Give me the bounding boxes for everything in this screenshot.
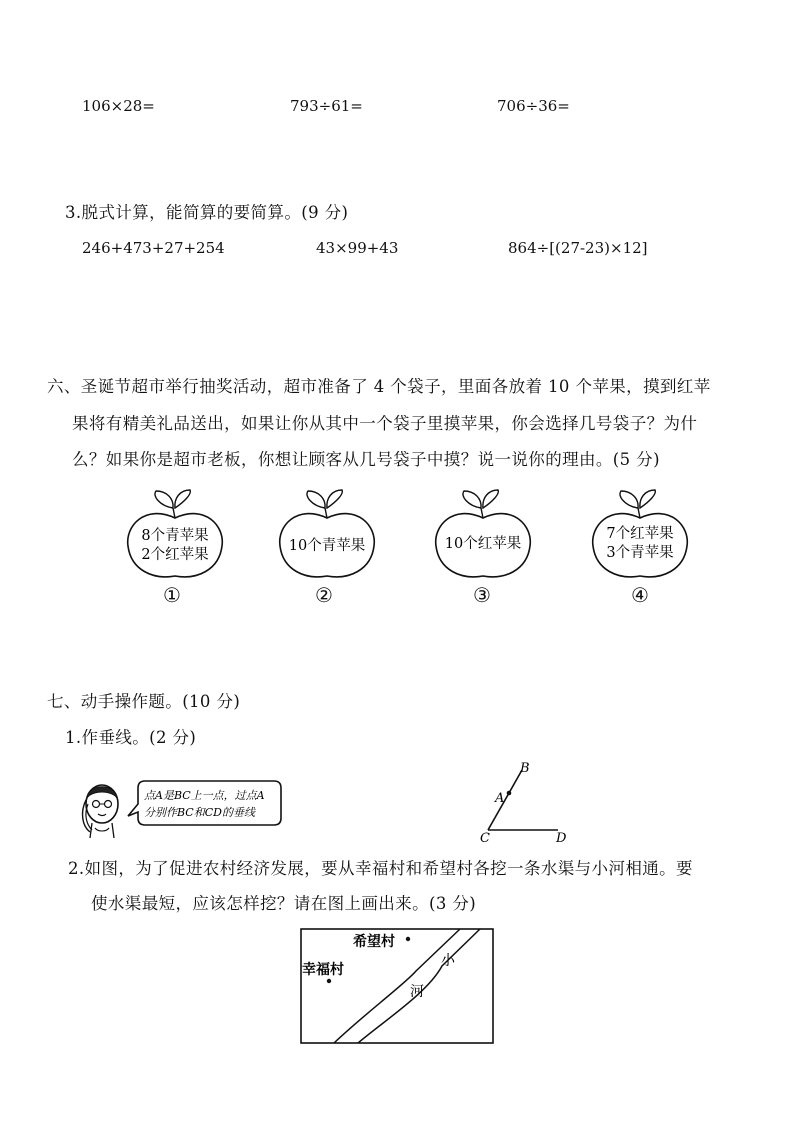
label-b: B [520, 761, 530, 776]
map-border [301, 929, 493, 1043]
river-label-river: 河 [410, 984, 424, 1000]
sec6-line2: 果将有精美礼品送出，如果让你从其中一个袋子里摸苹果，你会选择几号袋子？为什 [72, 414, 698, 433]
apple-bag-1 [128, 490, 223, 577]
bubble-line2: 分别作BC和CD的垂线 [144, 806, 255, 819]
village-happy-dot [327, 979, 331, 983]
calc-706div36: 706÷36= [497, 97, 570, 115]
q2-line2: 使水渠最短，应该怎样挖？请在图上画出来。(3 分) [91, 894, 477, 913]
village-hope-label: 希望村 [353, 934, 395, 950]
apple-bag-4 [593, 490, 688, 577]
sec7-title: 七、动手操作题。(10 分) [47, 692, 241, 711]
village-happy-label: 幸福村 [302, 962, 344, 978]
sec6-line1: 六、圣诞节超市举行抽奖活动，超市准备了 4 个袋子，里面各放着 10 个苹果，摸到红苹 [47, 377, 711, 396]
label-c: C [480, 831, 490, 846]
calc-793div61: 793÷61= [290, 97, 363, 115]
bag1-line1: 8个青苹果 [141, 528, 209, 544]
bag2-number: ② [315, 583, 333, 607]
girl-speech-figure [78, 778, 288, 840]
river-label-small: 小 [441, 953, 455, 969]
apple-bag-3 [436, 490, 531, 577]
village-hope-dot [406, 937, 410, 941]
sec6-line3: 么？如果你是超市老板，你想让顾客从几号袋子中摸？说一说你的理由。(5 分) [72, 450, 660, 469]
bag4-line2: 3个青苹果 [606, 545, 674, 561]
apple-bags-figure [100, 486, 720, 616]
expr-product: 43×99+43 [316, 239, 399, 257]
label-d: D [556, 831, 567, 846]
bag3-number: ③ [473, 583, 491, 607]
q1-title: 1.作垂线。(2 分) [65, 728, 197, 747]
calc-106x28: 106×28= [82, 97, 155, 115]
line-bc [488, 770, 522, 830]
expr-sum: 246+473+27+254 [82, 239, 225, 257]
q2-line1: 2.如图，为了促进农村经济发展，要从幸福村和希望村各挖一条水渠与小河相通。要 [68, 859, 693, 878]
river-map [298, 926, 498, 1046]
label-a: A [495, 791, 505, 806]
q3-title: 3.脱式计算，能简算的要简算。(9 分) [65, 203, 349, 222]
apple-bag-2 [280, 490, 375, 577]
angle-figure [474, 760, 578, 846]
bag1-number: ① [163, 583, 181, 607]
bubble-line1: 点A是BC上一点，过点A [144, 789, 265, 802]
point-a [507, 791, 512, 796]
bag2-line1: 10个青苹果 [288, 538, 366, 554]
bag4-number: ④ [631, 583, 649, 607]
bag3-line1: 10个红苹果 [444, 536, 522, 552]
bag4-line1: 7个红苹果 [606, 526, 674, 542]
bag1-line2: 2个红苹果 [141, 547, 209, 563]
girl-icon [83, 785, 118, 838]
expr-bracket: 864÷[(27-23)×12] [508, 239, 648, 257]
